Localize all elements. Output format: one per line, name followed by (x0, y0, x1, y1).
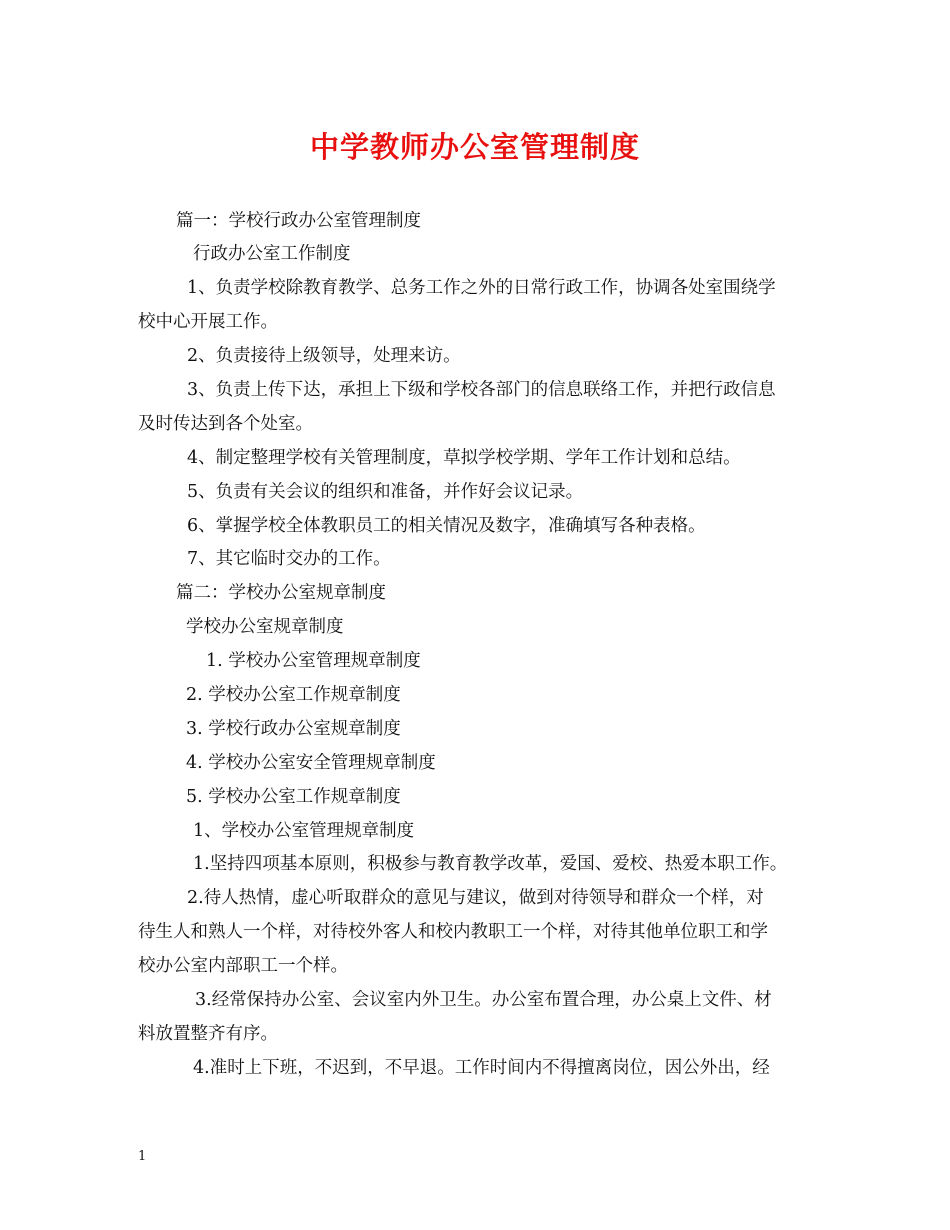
paragraph-line: 1、负责学校除教育教学、总务工作之外的日常行政工作，协调各处室围绕学 (187, 278, 776, 298)
paragraph-line: 6、掌握学校全体教职员工的相关情况及数字，准确填写各种表格。 (187, 516, 706, 536)
paragraph-line: 校办公室内部职工一个样。 (138, 956, 348, 976)
paragraph-line: 3.经常保持办公室、会议室内外卫生。办公室布置合理，办公桌上文件、材 (195, 990, 772, 1010)
section-heading-2: 篇二：学校办公室规章制度 (176, 583, 386, 603)
paragraph-line: 4、制定整理学校有关管理制度，草拟学校学期、学年工作计划和总结。 (187, 448, 741, 468)
section-heading-1: 篇一：学校行政办公室管理制度 (176, 211, 421, 231)
subheading: 行政办公室工作制度 (193, 244, 351, 264)
list-item: 4. 学校办公室安全管理规章制度 (186, 753, 436, 773)
paragraph-line: 2、负责接待上级领导，处理来访。 (187, 346, 461, 366)
paragraph-line: 料放置整齐有序。 (138, 1024, 278, 1044)
list-item: 1. 学校办公室管理规章制度 (206, 651, 421, 671)
paragraph-line: 3、负责上传下达，承担上下级和学校各部门的信息联络工作，并把行政信息 (187, 380, 776, 400)
paragraph-line: 1.坚持四项基本原则，积极参与教育教学改革，爱国、爱校、热爱本职工作。 (193, 854, 788, 874)
subheading: 学校办公室规章制度 (186, 617, 344, 637)
paragraph-line: 待生人和熟人一个样，对待校外客人和校内教职工一个样，对待其他单位职工和学 (138, 922, 768, 942)
list-item: 3. 学校行政办公室规章制度 (186, 719, 401, 739)
paragraph-line: 2.待人热情，虚心听取群众的意见与建议，做到对待领导和群众一个样，对 (187, 888, 764, 908)
list-item: 5. 学校办公室工作规章制度 (186, 787, 401, 807)
page-number: 1 (138, 1149, 147, 1164)
subheading: 1、学校办公室管理规章制度 (193, 821, 415, 841)
document-title: 中学教师办公室管理制度 (309, 130, 640, 164)
paragraph-line: 及时传达到各个处室。 (138, 414, 313, 434)
paragraph-line: 校中心开展工作。 (138, 312, 278, 332)
list-item: 2. 学校办公室工作规章制度 (186, 685, 401, 705)
paragraph-line: 7、其它临时交办的工作。 (187, 549, 391, 569)
paragraph-line: 4.准时上下班，不迟到，不早退。工作时间内不得擅离岗位，因公外出，经 (193, 1058, 770, 1078)
paragraph-line: 5、负责有关会议的组织和准备，并作好会议记录。 (187, 482, 584, 502)
